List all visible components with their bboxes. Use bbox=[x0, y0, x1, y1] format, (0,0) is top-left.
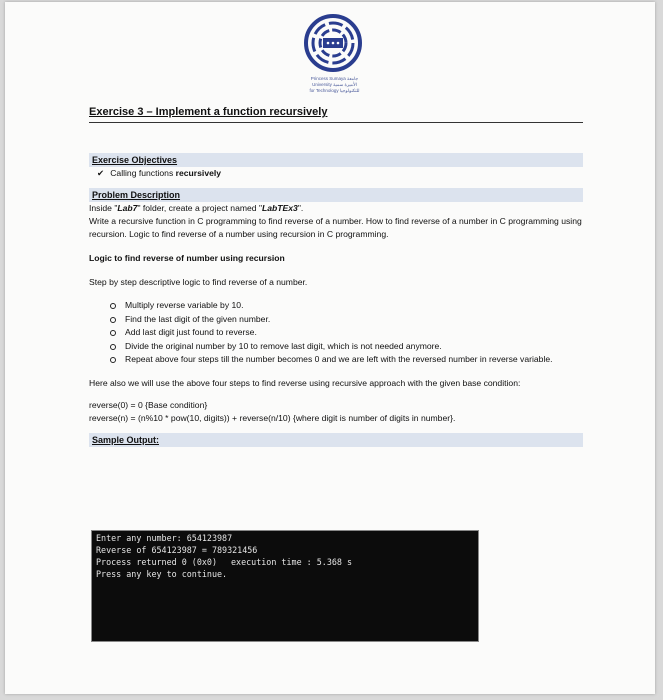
console-line: Enter any number: 654123987 bbox=[96, 533, 233, 543]
list-item: Find the last digit of the given number. bbox=[125, 313, 583, 327]
university-logo-text: Princess Sumaya جامعة University الأميرة سمية for Technology للتكنولوجيا bbox=[309, 76, 360, 93]
list-item: Repeat above four steps till the number becomes 0 and we are left with the reversed number in reverse variable. bbox=[125, 353, 583, 367]
console-line: Process returned 0 (0x0) execution time : 5.368 s bbox=[96, 557, 353, 567]
project-instruction: Inside "Lab7" folder, create a project named "LabTEx3". bbox=[89, 203, 304, 213]
steps-list bbox=[89, 299, 583, 367]
document-page bbox=[5, 2, 655, 694]
problem-description: Write a recursive function in C programming to find reverse of a number. How to find reverse of a number in C programming using recursion. Logic to find reverse of a number using recursion in C programming. bbox=[89, 216, 582, 239]
exercise-title: Exercise 3 – Implement a function recursively bbox=[89, 106, 583, 123]
console-output bbox=[91, 530, 479, 642]
list-item: Multiply reverse variable by 10. bbox=[125, 299, 583, 313]
list-item: Divide the original number by 10 to remove last digit, which is not needed anymore. bbox=[125, 340, 583, 354]
problem-heading: Problem Description bbox=[89, 188, 583, 202]
objective-item: ✔ Calling functions recursively bbox=[97, 168, 222, 178]
logic-heading: Logic to find reverse of number using recursion bbox=[89, 253, 285, 263]
university-logo bbox=[293, 12, 373, 74]
checkmark-icon: ✔ bbox=[97, 168, 105, 178]
approach-text: Here also we will use the above four steps to find reverse using recursive approach with the given base condition: bbox=[89, 377, 521, 388]
objectives-heading: Exercise Objectives bbox=[89, 153, 583, 167]
list-item: Add last digit just found to reverse. bbox=[125, 326, 583, 340]
formula-base: reverse(0) = 0 {Base condition} bbox=[89, 399, 208, 410]
document-content bbox=[89, 106, 583, 447]
console-line: Reverse of 654123987 = 789321456 bbox=[96, 545, 258, 555]
formula-recursive: reverse(n) = (n%10 * pow(10, digits)) + reverse(n/10) {where digit is number of digits in number}. bbox=[89, 412, 456, 423]
sample-output-heading: Sample Output: bbox=[89, 433, 583, 447]
console-line: Press any key to continue. bbox=[96, 569, 228, 579]
step-intro: Step by step descriptive logic to find reverse of a number. bbox=[89, 277, 308, 287]
